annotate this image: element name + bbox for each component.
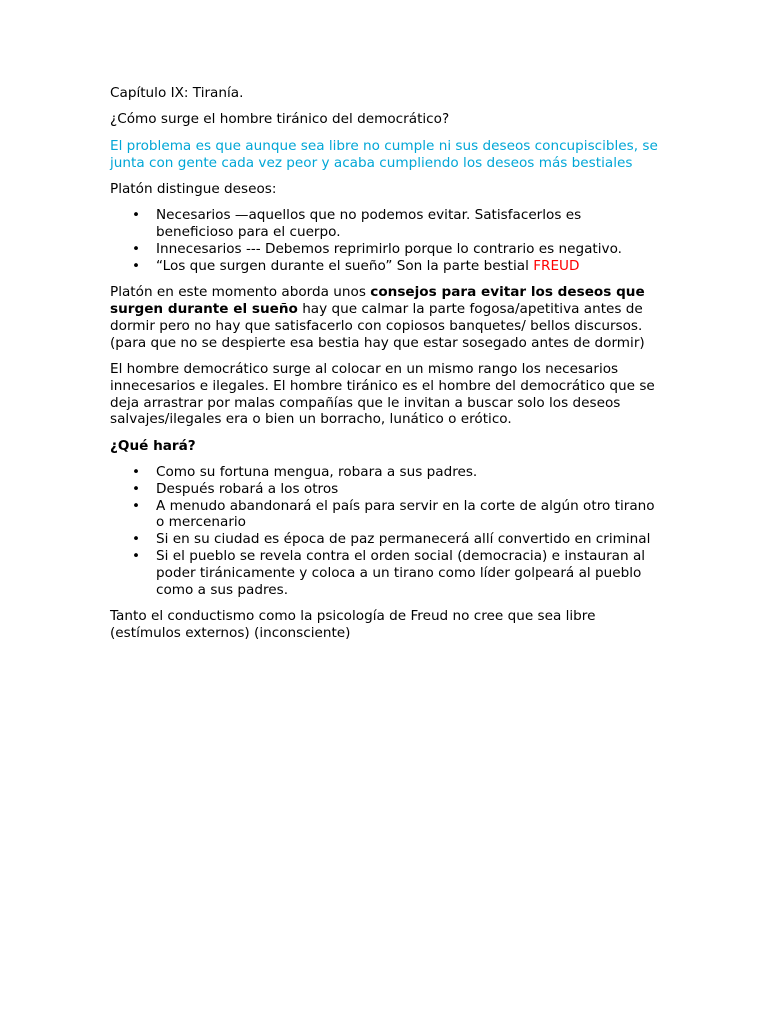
list-item-text: Innecesarios --- Debemos reprimirlo porque lo contrario es negativo. (156, 240, 622, 257)
list-item-text: Si en su ciudad es época de paz permanecerá allí convertido en criminal (156, 531, 651, 548)
actions-list (110, 464, 660, 598)
question-heading: ¿Cómo surge el hombre tiránico del democrático? (110, 111, 450, 128)
advice-paragraph (110, 284, 660, 351)
list-item (110, 464, 660, 481)
bullet-icon: • (132, 240, 141, 257)
bullet-icon: • (132, 480, 141, 497)
platon-intro: Platón distingue deseos: (110, 180, 277, 197)
list-item (110, 531, 660, 548)
list-item (110, 241, 660, 258)
list-item-text: Como su fortuna mengua, robara a sus padres. (156, 464, 478, 481)
list-item-text: A menudo abandonará el país para servir en la corte de algún otro tirano o mercenario (156, 497, 655, 531)
conclusion-paragraph: Tanto el conductismo como la psicología de Freud no cree que sea libre (estímulos externos) (inconsciente) (110, 608, 596, 641)
bullet-icon: • (132, 257, 141, 274)
bullet-icon: • (132, 464, 141, 481)
advice-bold: consejos para evitar los deseos que surgen durante el sueño (110, 284, 645, 317)
list-item-text: Necesarios —aquellos que no podemos evitar. Satisfacerlos es beneficioso para el cuerpo. (156, 207, 582, 241)
bullet-icon: • (132, 207, 141, 224)
list-item-text: “Los que surgen durante el sueño” Son la parte bestial (156, 257, 534, 274)
document-page (110, 85, 660, 651)
chapter-title: Capítulo IX: Tiranía. (110, 85, 244, 101)
bullet-icon: • (132, 497, 141, 514)
bullet-icon: • (132, 531, 141, 548)
desires-list (110, 207, 660, 274)
list-item (110, 207, 660, 241)
list-item (110, 548, 660, 598)
bullet-icon: • (132, 548, 141, 565)
list-item (110, 498, 660, 532)
advice-post: hay que calmar la parte fogosa/apetitiva antes de dormir pero no hay que satisfacerlo con copiosos banquetes/ bellos discursos. (para que no se despierte esa bestia hay que estar sosegado antes de dormir) (110, 300, 645, 351)
advice-pre: Platón en este momento aborda unos (110, 284, 371, 301)
what-heading (110, 438, 660, 455)
freud-tag: FREUD (533, 257, 580, 274)
list-item-text: Si el pueblo se revela contra el orden social (democracia) e instauran al poder tiránicamente y coloca a un tirano como líder golpeará al pueblo como a sus padres. (156, 548, 646, 598)
what-heading-text: ¿Qué hará? (110, 437, 196, 454)
list-item (110, 258, 660, 275)
list-item-text: Después robará a los otros (156, 480, 339, 497)
answer-highlight: El problema es que aunque sea libre no cumple ni sus deseos concupiscibles, se junta con gente cada vez peor y acaba cumpliendo los deseos más bestiales (110, 137, 658, 171)
democratic-paragraph: El hombre democrático surge al colocar en un mismo rango los necesarios innecesarios e ilegales. El hombre tiránico es el hombre del democrático que se deja arrastrar por malas compañías que le invitan a buscar solo los deseos salvajes/ilegales era o bien un borracho, lunático o erótico. (110, 360, 655, 428)
list-item (110, 481, 660, 498)
